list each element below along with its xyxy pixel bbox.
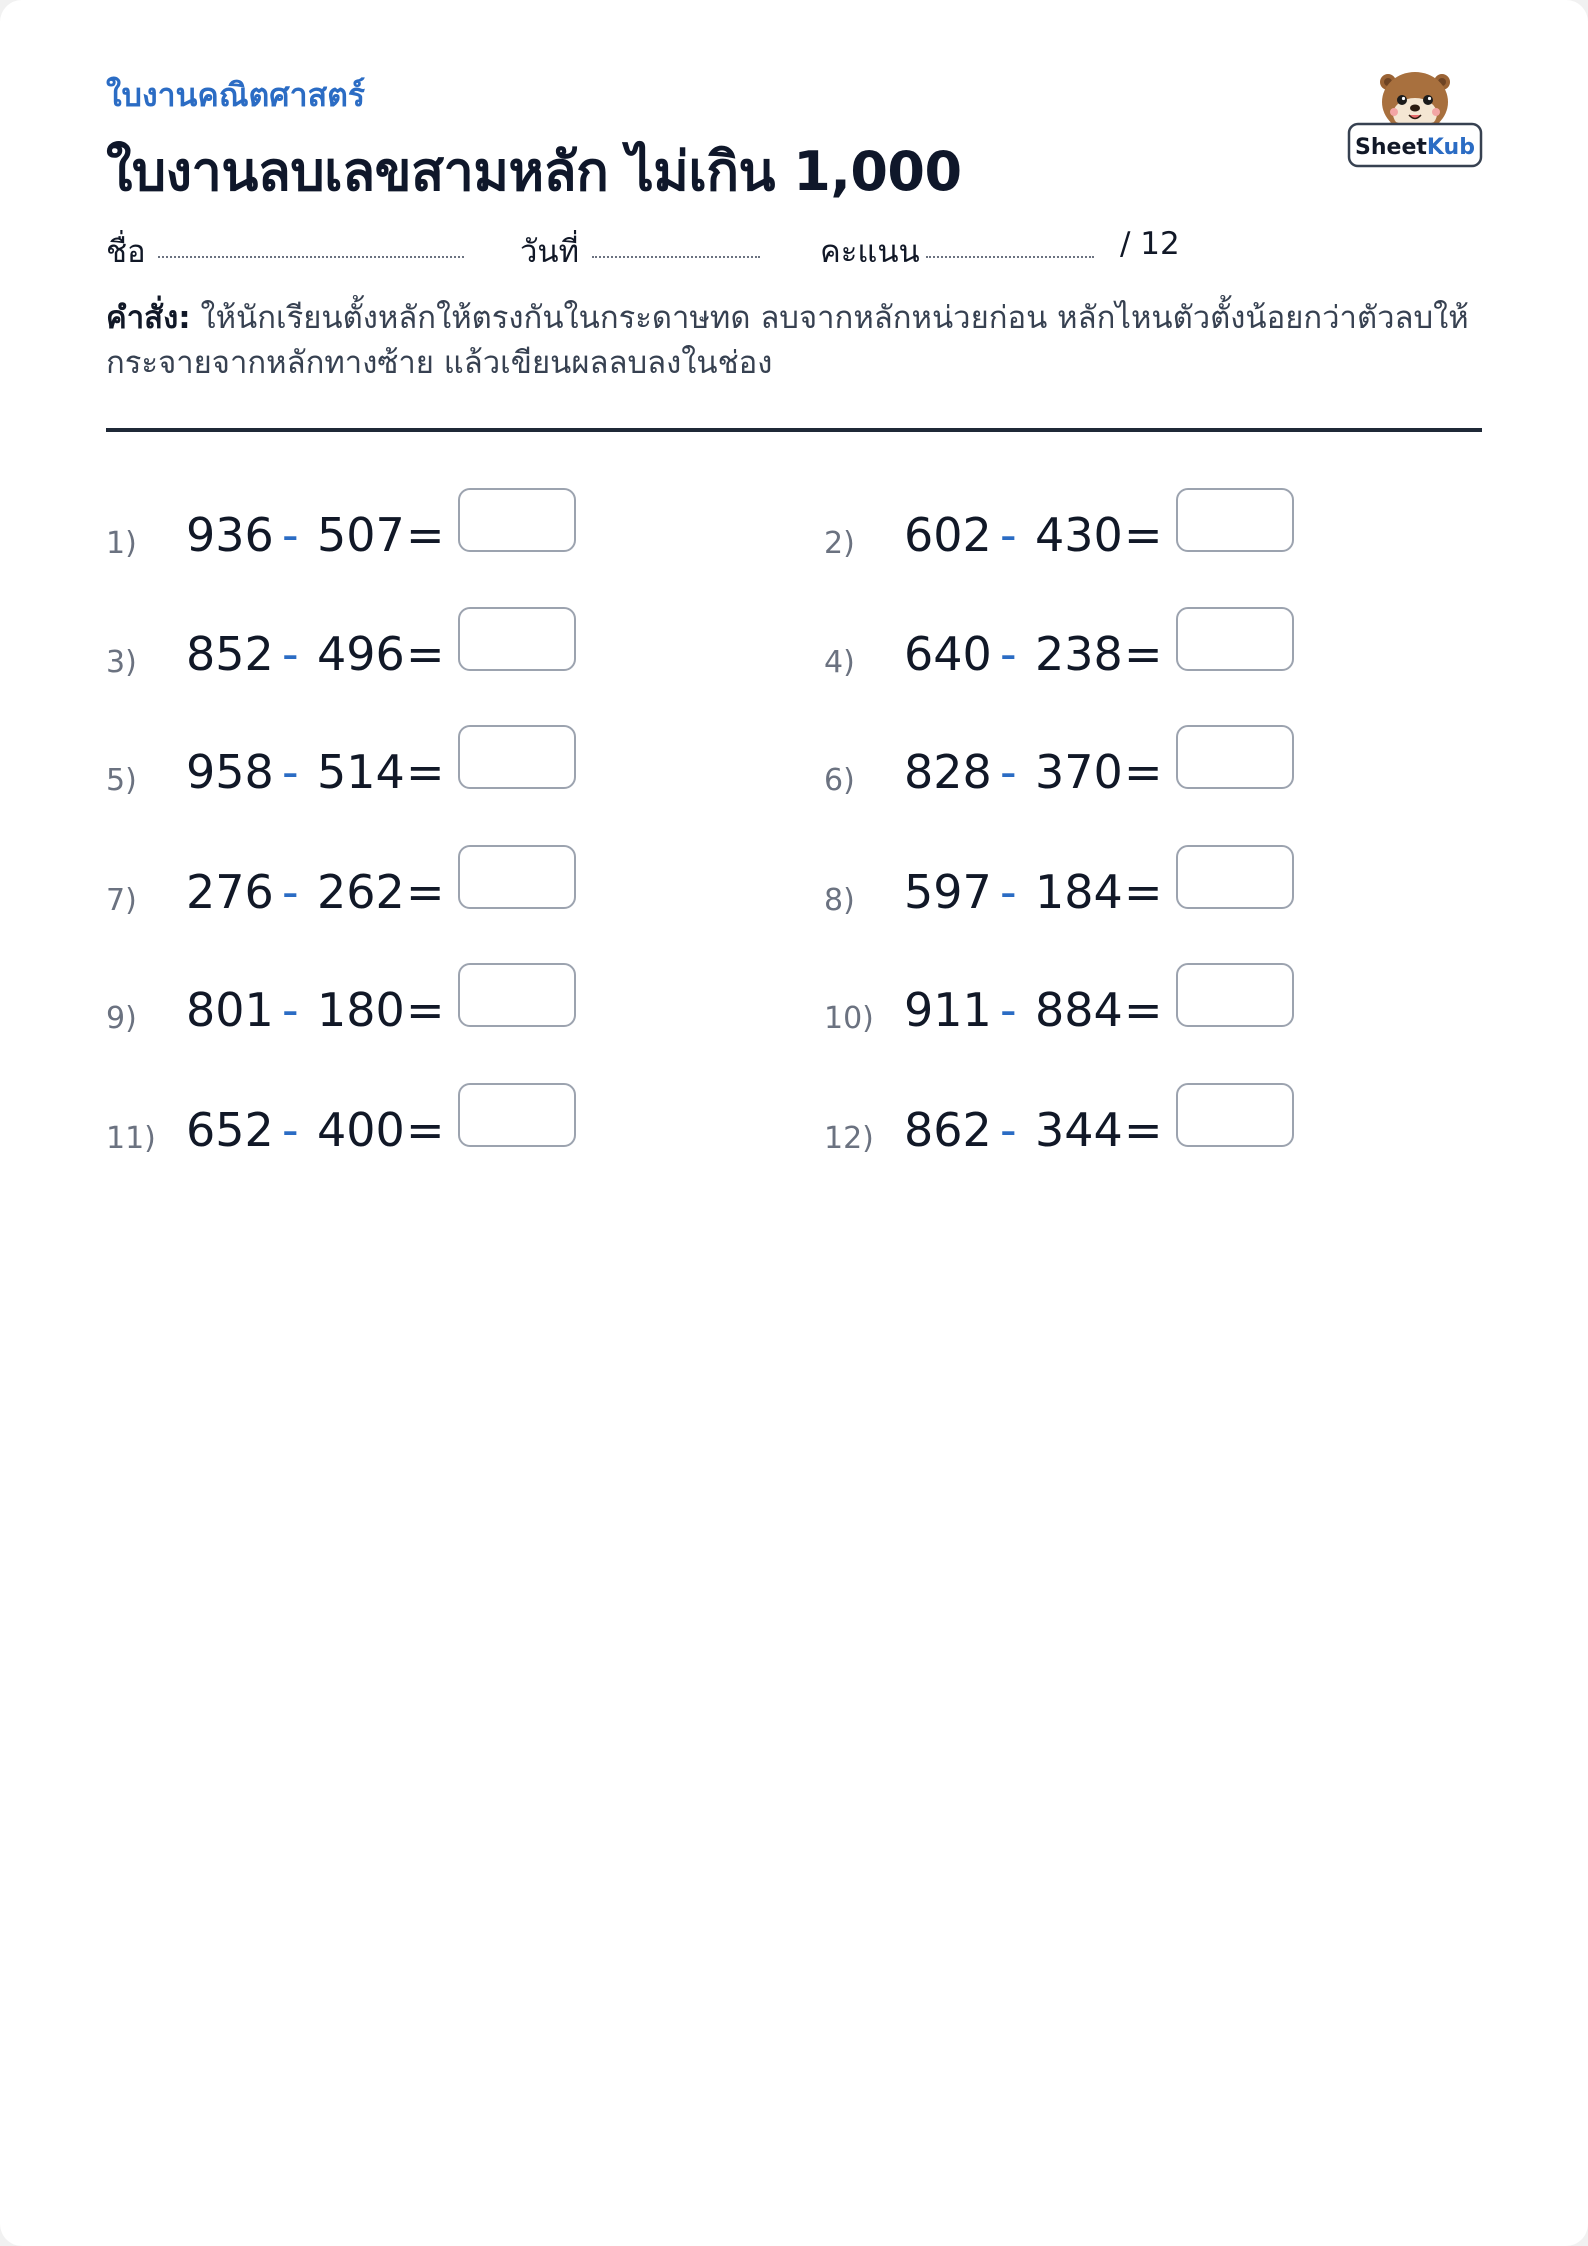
minuend: 276: [186, 865, 274, 919]
instruction-label: คำสั่ง:: [106, 300, 191, 336]
problem-item: [106, 607, 806, 687]
equals-sign: =: [406, 627, 445, 681]
minus-sign: -: [282, 1103, 299, 1157]
minus-sign: -: [1000, 627, 1017, 681]
equals-sign: =: [406, 1103, 445, 1157]
problem-number: 5): [106, 763, 137, 798]
problem-number: 11): [106, 1121, 156, 1156]
instruction-text: ให้นักเรียนตั้งหลักให้ตรงกันในกระดาษทด ลบจากหลักหน่วยก่อน หลักไหนตัวตั้งน้อยกว่าตัวลบให้กระจายจากหลักทางซ้าย แล้วเขียนผลลบลงในช่อง: [106, 300, 1469, 381]
subtrahend: 238: [1035, 627, 1123, 681]
minus-sign: -: [282, 508, 299, 562]
answer-box[interactable]: [458, 963, 576, 1027]
worksheet-subject: ใบงานคณิตศาสตร์: [106, 76, 366, 114]
answer-box[interactable]: [1176, 845, 1294, 909]
answer-box[interactable]: [1176, 607, 1294, 671]
minuend: 828: [904, 745, 992, 799]
subtrahend: 370: [1035, 745, 1123, 799]
minuend: 958: [186, 745, 274, 799]
equals-sign: =: [1124, 1103, 1163, 1157]
minuend: 597: [904, 865, 992, 919]
minus-sign: -: [1000, 865, 1017, 919]
name-blank-line[interactable]: [158, 256, 464, 258]
problem-item: [824, 488, 1524, 568]
problem-number: 10): [824, 1001, 874, 1036]
answer-box[interactable]: [458, 607, 576, 671]
problem-item: [824, 725, 1524, 805]
minuend: 911: [904, 983, 992, 1037]
equals-sign: =: [1124, 627, 1163, 681]
problem-number: 7): [106, 883, 137, 918]
answer-box[interactable]: [458, 845, 576, 909]
minuend: 652: [186, 1103, 274, 1157]
problem-item: [824, 607, 1524, 687]
equals-sign: =: [1124, 508, 1163, 562]
logo-text-kub: Kub: [1426, 135, 1475, 160]
problem-item: [824, 1083, 1524, 1163]
answer-box[interactable]: [458, 725, 576, 789]
student-info-fields: [106, 226, 1206, 276]
svg-text:SheetKub: [1355, 135, 1475, 160]
problem-item: [824, 845, 1524, 925]
equals-sign: =: [1124, 745, 1163, 799]
answer-box[interactable]: [458, 1083, 576, 1147]
page-title: ใบงานลบเลขสามหลัก ไม่เกิน 1,000: [106, 140, 962, 203]
minus-sign: -: [282, 983, 299, 1037]
minus-sign: -: [1000, 1103, 1017, 1157]
subtrahend: 514: [317, 745, 405, 799]
minus-sign: -: [282, 745, 299, 799]
subtrahend: 884: [1035, 983, 1123, 1037]
problem-item: [106, 725, 806, 805]
equals-sign: =: [1124, 983, 1163, 1037]
minus-sign: -: [282, 627, 299, 681]
subtrahend: 430: [1035, 508, 1123, 562]
problem-number: 4): [824, 645, 855, 680]
problem-item: [106, 1083, 806, 1163]
minuend: 602: [904, 508, 992, 562]
subtrahend: 262: [317, 865, 405, 919]
minuend: 640: [904, 627, 992, 681]
problem-number: 3): [106, 645, 137, 680]
problem-number: 8): [824, 883, 855, 918]
subtrahend: 184: [1035, 865, 1123, 919]
score-blank-line[interactable]: [926, 256, 1094, 258]
minus-sign: -: [282, 865, 299, 919]
minuend: 801: [186, 983, 274, 1037]
problem-number: 9): [106, 1001, 137, 1036]
name-label: ชื่อ: [106, 234, 146, 270]
instruction: [106, 296, 1486, 386]
subtrahend: 400: [317, 1103, 405, 1157]
minus-sign: -: [1000, 983, 1017, 1037]
equals-sign: =: [406, 745, 445, 799]
date-blank-line[interactable]: [592, 256, 760, 258]
answer-box[interactable]: [1176, 488, 1294, 552]
minus-sign: -: [1000, 745, 1017, 799]
subtrahend: 180: [317, 983, 405, 1037]
minuend: 936: [186, 508, 274, 562]
minuend: 862: [904, 1103, 992, 1157]
problem-number: 1): [106, 526, 137, 561]
date-label: วันที่: [520, 234, 580, 270]
header-divider: [106, 428, 1482, 432]
problem-item: [106, 845, 806, 925]
equals-sign: =: [406, 983, 445, 1037]
answer-box[interactable]: [1176, 1083, 1294, 1147]
minus-sign: -: [1000, 508, 1017, 562]
equals-sign: =: [406, 508, 445, 562]
subtrahend: 344: [1035, 1103, 1123, 1157]
problem-item: [824, 963, 1524, 1043]
subtrahend: 496: [317, 627, 405, 681]
score-label: คะแนน: [820, 234, 920, 270]
problem-number: 12): [824, 1121, 874, 1156]
logo-text-sheet: Sheet: [1355, 135, 1427, 160]
minuend: 852: [186, 627, 274, 681]
subtrahend: 507: [317, 508, 405, 562]
answer-box[interactable]: [1176, 963, 1294, 1027]
problem-number: 2): [824, 526, 855, 561]
sheetkub-logo: [1346, 64, 1484, 170]
problem-number: 6): [824, 763, 855, 798]
problem-item: [106, 963, 806, 1043]
score-total: / 12: [1120, 226, 1180, 262]
equals-sign: =: [406, 865, 445, 919]
answer-box[interactable]: [458, 488, 576, 552]
problem-item: [106, 488, 806, 568]
equals-sign: =: [1124, 865, 1163, 919]
answer-box[interactable]: [1176, 725, 1294, 789]
